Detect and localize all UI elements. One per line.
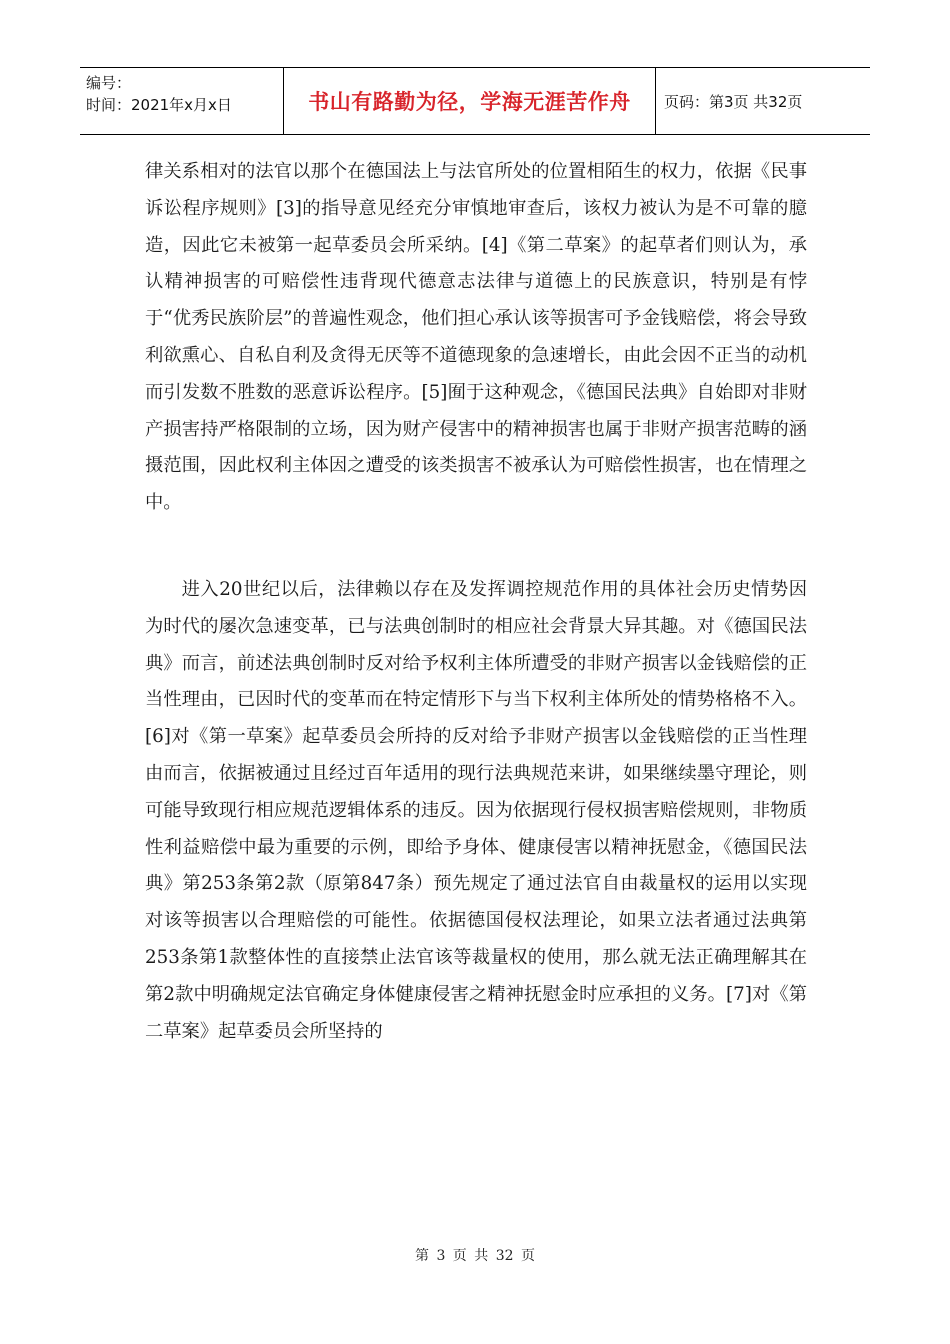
header-page-code: 页码：第3页 共32页 [664, 92, 803, 111]
document-time-label: 时间：2021年x月x日 [86, 96, 232, 114]
body-paragraph-2: 进入20世纪以后，法律赖以存在及发挥调控规范作用的具体社会历史情势因为时代的屡次急速变革，已与法典创制时的相应社会背景大异其趣。对《德国民法典》而言，前述法典创制时反对给予权利主体所遭受的非财产损害以金钱赔偿的正当性理由，已因时代的变革而在特定情形下与当下权利主体所处的情势格格不入。[6]对《第一草案》起草委员会所持的反对给予非财产损害以金钱赔偿的正当性理由而言，依据被通过且经过百年适用的现行法典规范来讲，如果继续墨守理论，则可能导致现行相应规范逻辑体系的违反。因为依据现行侵权损害赔偿规则，非物质性利益赔偿中最为重要的示例，即给予身体、健康侵害以精神抚慰金，《德国民法典》第253条第2款（原第847条）预先规定了通过法官自由裁量权的运用以实现对该等损害以合理赔偿的可能性。依据德国侵权法理论，如果立法者通过法典第253条第1款整体性的直接禁止法官该等裁量权的使用，那么就无法正确理解其在第2款中明确规定法官确定身体健康侵害之精神抚慰金时应承担的义务。[7]对《第二草案》起草委员会所坚持的 [145, 578, 807, 1042]
paragraph-gap [145, 522, 807, 572]
document-body [145, 154, 807, 1050]
page-header [80, 67, 870, 135]
body-paragraph-1: 律关系相对的法官以那个在德国法上与法官所处的位置相陌生的权力，依据《民事诉讼程序规则》[3]的指导意见经充分审慎地审查后，该权力被认为是不可靠的臆造，因此它未被第一起草委员会所采纳。[4]《第二草案》的起草者们则认为，承认精神损害的可赔偿性违背现代德意志法律与道德上的民族意识，特别是有悖于“优秀民族阶层”的普遍性观念，他们担心承认该等损害可予金钱赔偿，将会导致利欲熏心、自私自利及贪得无厌等不道德现象的急速增长，由此会因不正当的动机而引发数不胜数的恶意诉讼程序。[5]囿于这种观念，《德国民法典》自始即对非财产损害持严格限制的立场，因为财产侵害中的精神损害也属于非财产损害范畴的涵摄范围，因此权利主体因之遭受的该类损害不被承认为可赔偿性损害，也在情理之中。 [145, 161, 807, 514]
page-footer: 第 3 页 共 32 页 [415, 1248, 535, 1264]
header-motto: 书山有路勤为径，学海无涯苦作舟 [284, 68, 656, 134]
header-meta [80, 68, 284, 134]
document-number-label: 编号： [86, 74, 132, 92]
